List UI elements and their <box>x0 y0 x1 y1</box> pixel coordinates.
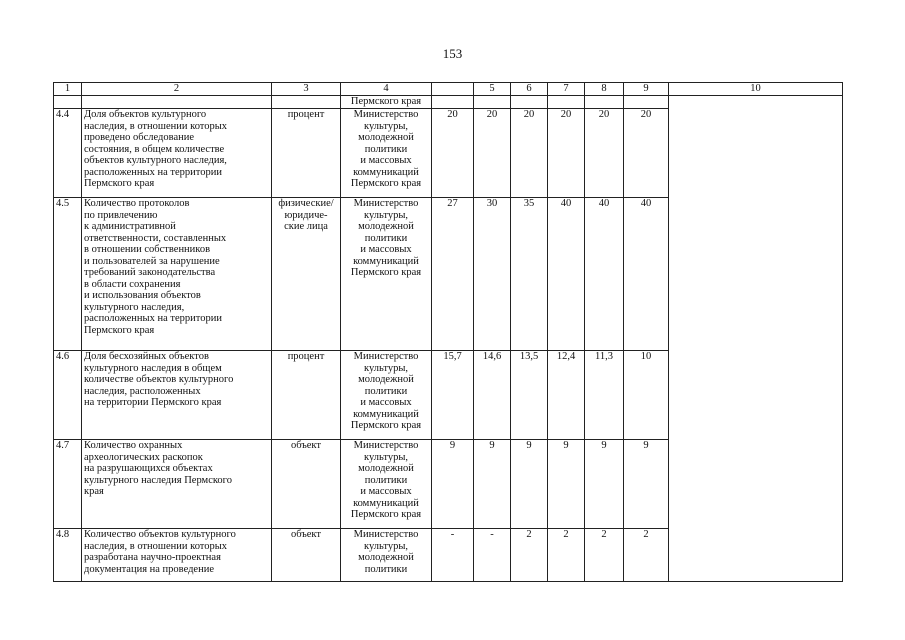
value-cell: 10 <box>624 351 669 440</box>
value-cell: - <box>432 529 474 582</box>
value-cell: 9 <box>474 440 511 529</box>
value-cell <box>585 96 624 109</box>
row-number: 4.7 <box>54 440 82 529</box>
value-cell: 9 <box>548 440 585 529</box>
row-number: 4.4 <box>54 109 82 198</box>
indicator-name: Количество охранных археологических раскопок на разрушающихся объектах культурного наследия Пермского края <box>82 440 272 529</box>
indicator-name: Количество протоколов по привлечению к административной ответственности, составленных в отношении собственников и пользователей за нарушение требований законодательства в области сохранения и использования объектов культурного наследия, расположенных на территории Пермского края <box>82 198 272 351</box>
column-header: 6 <box>511 83 548 96</box>
value-cell: 20 <box>585 109 624 198</box>
unit-cell: объект <box>272 440 341 529</box>
unit-cell: физические/ юридиче- ские лица <box>272 198 341 351</box>
value-cell: 27 <box>432 198 474 351</box>
responsible-org: Министерство культуры, молодежной политики и массовых коммуникаций Пермского края <box>341 109 432 198</box>
indicator-name: Доля объектов культурного наследия, в отношении которых проведено обследование состояния, в общем количестве объектов культурного наследия, расположенных на территории Пермского края <box>82 109 272 198</box>
value-cell: 20 <box>624 109 669 198</box>
unit-cell: процент <box>272 109 341 198</box>
indicator-table <box>53 82 843 582</box>
column-header: 9 <box>624 83 669 96</box>
value-cell: 20 <box>474 109 511 198</box>
value-cell: 20 <box>432 109 474 198</box>
responsible-org: Министерство культуры, молодежной политики и массовых коммуникаций Пермского края <box>341 198 432 351</box>
value-cell <box>511 96 548 109</box>
unit-cell <box>272 96 341 109</box>
column-header: 10 <box>669 83 843 96</box>
value-cell: 9 <box>585 440 624 529</box>
value-cell: 11,3 <box>585 351 624 440</box>
value-cell <box>548 96 585 109</box>
responsible-org: Министерство культуры, молодежной политики и массовых коммуникаций Пермского края <box>341 351 432 440</box>
value-cell: 40 <box>624 198 669 351</box>
value-cell: 2 <box>624 529 669 582</box>
column-header: 8 <box>585 83 624 96</box>
table-row <box>54 96 843 109</box>
value-cell: 40 <box>585 198 624 351</box>
value-cell: 2 <box>511 529 548 582</box>
value-cell <box>624 96 669 109</box>
value-cell: 2 <box>548 529 585 582</box>
value-cell <box>474 96 511 109</box>
column-header: 7 <box>548 83 585 96</box>
column-header: 4 <box>341 83 432 96</box>
column-header: 1 <box>54 83 82 96</box>
column-header: 2 <box>82 83 272 96</box>
row-number: 4.6 <box>54 351 82 440</box>
value-cell: 12,4 <box>548 351 585 440</box>
row-number: 4.8 <box>54 529 82 582</box>
row-number: 4.5 <box>54 198 82 351</box>
indicator-name <box>82 96 272 109</box>
value-cell <box>432 96 474 109</box>
value-cell: 2 <box>585 529 624 582</box>
page-number: 153 <box>442 46 463 61</box>
value-cell: 35 <box>511 198 548 351</box>
row-number <box>54 96 82 109</box>
column-header: 5 <box>474 83 511 96</box>
value-cell: 30 <box>474 198 511 351</box>
value-cell: 14,6 <box>474 351 511 440</box>
responsible-org: Министерство культуры, молодежной политики <box>341 529 432 582</box>
column-header: 3 <box>272 83 341 96</box>
indicator-name: Количество объектов культурного наследия, в отношении которых разработана научно-проектная документация на проведение <box>82 529 272 582</box>
responsible-org: Министерство культуры, молодежной политики и массовых коммуникаций Пермского края <box>341 440 432 529</box>
unit-cell: объект <box>272 529 341 582</box>
unit-cell: процент <box>272 351 341 440</box>
column-header <box>432 83 474 96</box>
value-cell: 9 <box>624 440 669 529</box>
responsible-org: Пермского края <box>341 96 432 109</box>
indicator-name: Доля бесхозяйных объектов культурного наследия в общем количестве объектов культурного наследия, расположенных на территории Пермского края <box>82 351 272 440</box>
value-cell: 9 <box>432 440 474 529</box>
value-cell: 13,5 <box>511 351 548 440</box>
value-cell: 20 <box>511 109 548 198</box>
value-cell: 20 <box>548 109 585 198</box>
value-cell: 40 <box>548 198 585 351</box>
value-cell: - <box>474 529 511 582</box>
value-cell: 15,7 <box>432 351 474 440</box>
column-number-row <box>54 83 843 96</box>
value-cell: 9 <box>511 440 548 529</box>
notes-column <box>669 96 843 582</box>
